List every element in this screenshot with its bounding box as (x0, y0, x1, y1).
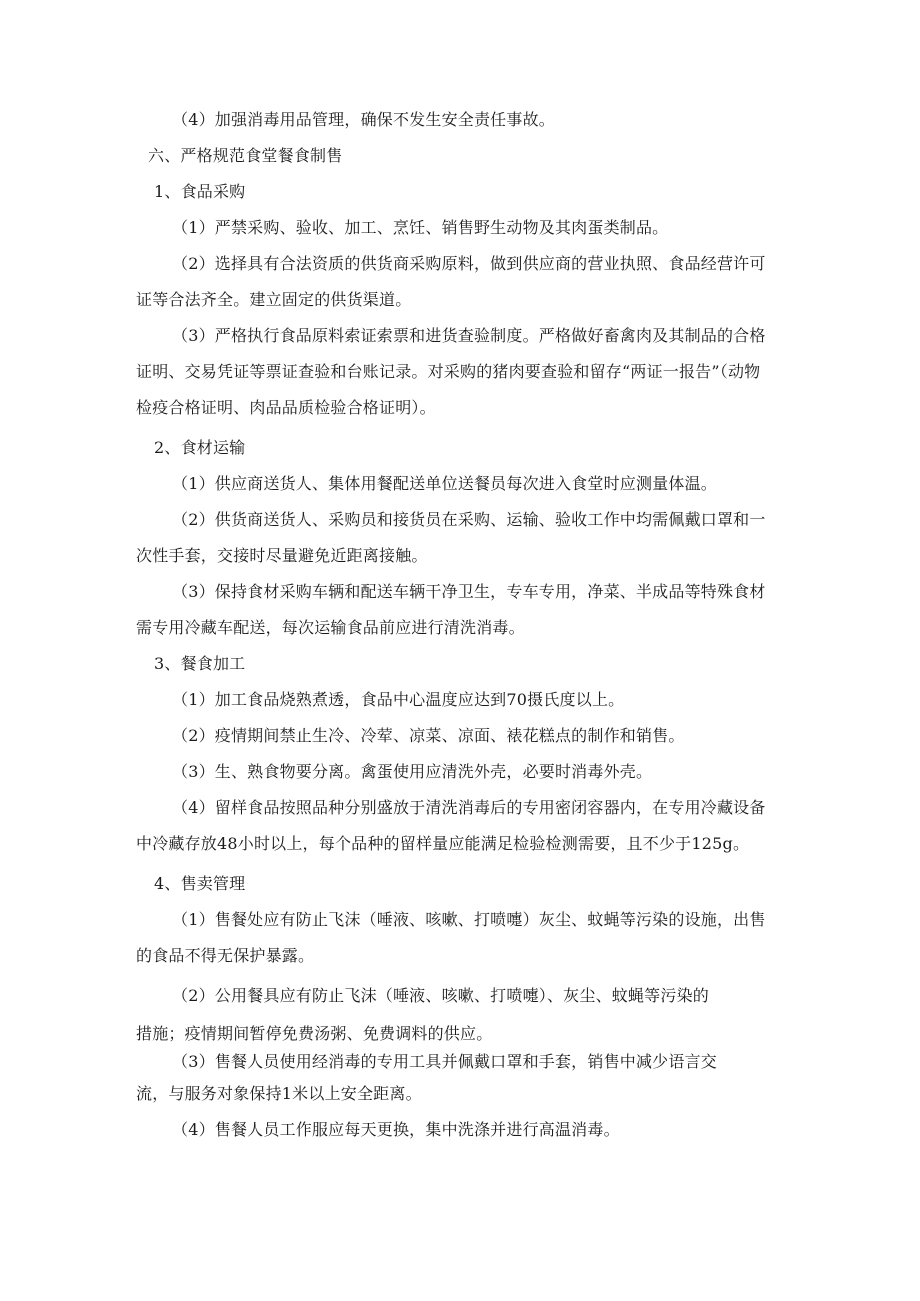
paragraph-line: 证明、交易凭证等票证查验和台账记录。对采购的猪肉要查验和留存“两证一报告”（动物 (136, 362, 761, 381)
paragraph-line: 需专用冷藏车配送，每次运输食品前应进行清洗消毒。 (136, 618, 525, 637)
subsection-heading: 4、售卖管理 (154, 874, 246, 893)
paragraph-line: 证等合法齐全。建立固定的供货渠道。 (136, 290, 412, 309)
paragraph-line: 的食品不得无保护暴露。 (136, 946, 315, 965)
subsection-heading: 1、食品采购 (154, 182, 246, 201)
paragraph-line: （4）留样食品按照品种分别盛放于清洗消毒后的专用密闭容器内，在专用冷藏设备 (172, 798, 766, 817)
paragraph-line: （4）加强消毒用品管理，确保不发生安全责任事故。 (172, 110, 555, 129)
paragraph-line: 检疫合格证明、肉品品质检验合格证明）。 (136, 398, 436, 417)
paragraph-line: （1）售餐处应有防止飞沫（唾液、咳嗽、打喷嚏）灰尘、蚊蝇等污染的设施，出售 (172, 910, 766, 929)
paragraph-line: 措施；疫情期间暂停免费汤粥、免费调料的供应。 (136, 1024, 493, 1043)
paragraph-line: （2）公用餐具应有防止飞沫（唾液、咳嗽、打喷嚏）、灰尘、蚊蝇等污染的 (172, 986, 709, 1005)
paragraph-line: 流，与服务对象保持1米以上安全距离。 (136, 1084, 422, 1103)
paragraph-line: （1）供应商送货人、集体用餐配送单位送餐员每次进入食堂时应测量体温。 (172, 474, 717, 493)
paragraph-line: （2）选择具有合法资质的供货商采购原料，做到供应商的营业执照、食品经营许可 (172, 254, 766, 273)
paragraph-line: 次性手套，交接时尽量避免近距离接触。 (136, 546, 428, 565)
section-heading: 六、严格规范食堂餐食制售 (148, 146, 343, 165)
paragraph-line: （1）加工食品烧熟煮透，食品中心温度应达到70摄氏度以上。 (172, 690, 625, 709)
paragraph-line: （3）严格执行食品原料索证索票和进货查验制度。严格做好畜禽肉及其制品的合格 (172, 326, 766, 345)
paragraph-line: （1）严禁采购、验收、加工、烹饪、销售野生动物及其肉蛋类制品。 (172, 218, 669, 237)
subsection-heading: 3、餐食加工 (154, 654, 246, 673)
paragraph-line: （3）保持食材采购车辆和配送车辆干净卫生，专车专用，净菜、半成品等特殊食材 (172, 582, 766, 601)
paragraph-line: （3）生、熟食物要分离。禽蛋使用应清洗外壳，必要时消毒外壳。 (172, 762, 653, 781)
paragraph-line: （2）供货商送货人、采购员和接货员在采购、运输、验收工作中均需佩戴口罩和一 (172, 510, 766, 529)
paragraph-line: （2）疫情期间禁止生冷、冷荤、凉菜、凉面、裱花糕点的制作和销售。 (172, 726, 685, 745)
subsection-heading: 2、食材运输 (154, 438, 246, 457)
paragraph-line: 中冷藏存放48小时以上，每个品种的留样量应能满足检验检测需要，且不少于125g。 (136, 834, 750, 853)
paragraph-line: （3）售餐人员使用经消毒的专用工具并佩戴口罩和手套，销售中减少语言交 (172, 1052, 717, 1071)
paragraph-line: （4）售餐人员工作服应每天更换，集中洗涤并进行高温消毒。 (172, 1120, 620, 1139)
